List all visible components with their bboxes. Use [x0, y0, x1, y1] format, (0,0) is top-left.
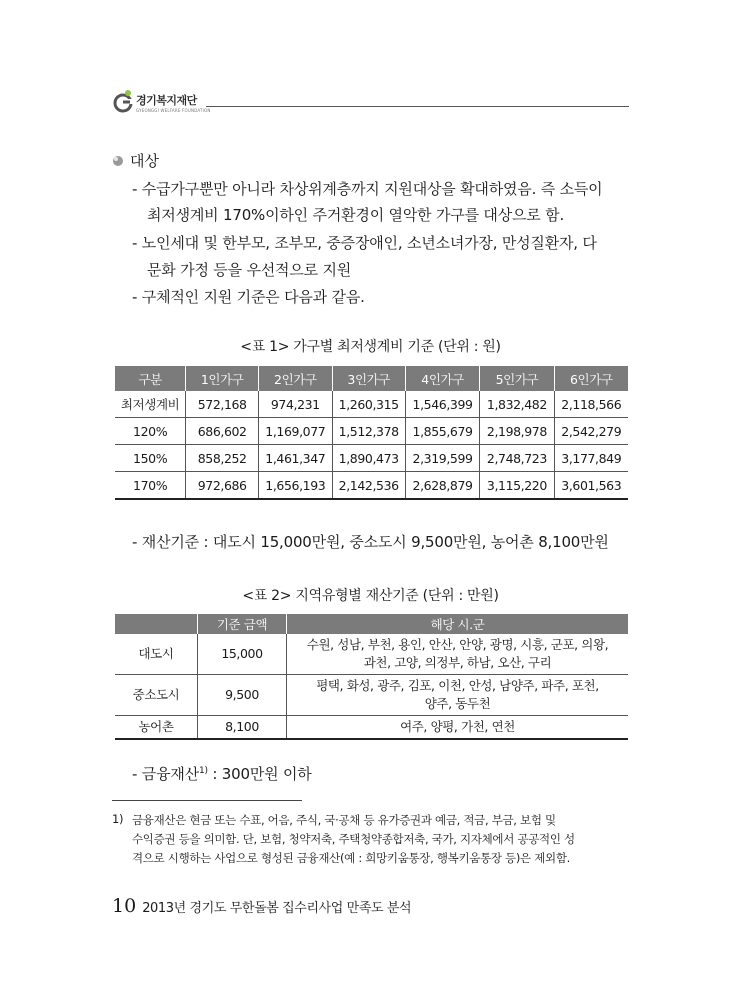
table-row [115, 418, 628, 445]
table2-header-cell: 기준 금액 [198, 614, 287, 634]
table2-header-cell [115, 614, 198, 634]
table-row [115, 634, 628, 675]
footnote-rule [112, 800, 302, 801]
table1-header-cell: 4인가구 [405, 366, 479, 391]
table1-header-cell: 1인가구 [186, 366, 259, 391]
table1-cell: 2,748,723 [480, 445, 554, 472]
table1-header-cell: 2인가구 [259, 366, 332, 391]
body-line-1: - 수급가구뿐만 아니라 차상위계층까지 지원대상을 확대하였음. 즉 소득이 [132, 180, 603, 198]
table2-type-cell: 중소도시 [115, 675, 198, 716]
table2 [115, 614, 628, 740]
table1-cell: 974,231 [259, 391, 332, 418]
body-line-5: - 구체적인 지원 기준은 다음과 같음. [132, 288, 365, 306]
table1-header-cell: 5인가구 [480, 366, 554, 391]
table1-cell: 3,177,849 [554, 445, 628, 472]
financial-assets-line [132, 763, 312, 784]
table2-regions-cell [287, 634, 629, 675]
body-line-4: 문화 가정 등을 우선적으로 지원 [147, 261, 352, 279]
table2-header-cell: 해당 시.군 [287, 614, 629, 634]
table1-cell: 1,656,193 [259, 472, 332, 500]
financial-assets-prefix: - 금융재산 [132, 765, 199, 783]
header-rule [206, 106, 629, 107]
table1-cell: 2,319,599 [405, 445, 479, 472]
table1-cell: 1,890,473 [332, 445, 405, 472]
table1 [115, 366, 628, 500]
table-row [115, 472, 628, 500]
table1-cell: 2,198,978 [480, 418, 554, 445]
table1-cell: 2,542,279 [554, 418, 628, 445]
page-number: 10 [112, 895, 137, 917]
table1-cell: 686,602 [186, 418, 259, 445]
table1-cell: 150% [115, 445, 186, 472]
brand-subtitle: GYEONGGI WELFARE FOUNDATION [136, 108, 211, 113]
foundation-logo-icon [112, 89, 134, 113]
table1-cell: 2,142,536 [332, 472, 405, 500]
footnote-marker: 1) [112, 812, 124, 826]
table-row [115, 445, 628, 472]
footnote-reference: 1) [198, 766, 208, 776]
table1-cell: 1,832,482 [480, 391, 554, 418]
table1-cell: 972,686 [186, 472, 259, 500]
table1-cell: 858,252 [186, 445, 259, 472]
footnote-line-2: 수익증권 등을 의미함. 단, 보험, 청약저축, 주택청약종합저축, 국가, 지자체에서 공공적인 성 [132, 832, 575, 846]
table1-header-cell: 6인가구 [554, 366, 628, 391]
footer-title: 2013년 경기도 무한돌봄 집수리사업 만족도 분석 [142, 901, 412, 916]
table-row [115, 391, 628, 418]
table1-cell: 1,855,679 [405, 418, 479, 445]
table1-cell: 120% [115, 418, 186, 445]
table1-cell: 170% [115, 472, 186, 500]
table1-header-row [115, 366, 628, 391]
region-line: 여주, 양평, 가천, 연천 [400, 719, 515, 734]
region-line: 평택, 화성, 광주, 김포, 이천, 안성, 남양주, 파주, 포천, [316, 678, 599, 693]
table1-cell: 3,601,563 [554, 472, 628, 500]
table1-cell: 2,118,566 [554, 391, 628, 418]
region-line: 과천, 고양, 의정부, 하남, 오산, 구리 [363, 655, 552, 670]
table2-regions-cell [287, 675, 629, 716]
region-line: 양주, 동두천 [424, 696, 491, 711]
table2-amount-cell: 9,500 [198, 675, 287, 716]
table1-header-cell: 3인가구 [332, 366, 405, 391]
property-criteria-line: - 재산기준 : 대도시 15,000만원, 중소도시 9,500만원, 농어촌 8,100만원 [132, 533, 609, 551]
section-heading [112, 150, 159, 171]
table-row [115, 675, 628, 716]
table1-cell: 1,260,315 [332, 391, 405, 418]
table1-caption: <표 1> 가구별 최저생계비 기준 (단위 : 원) [240, 339, 501, 355]
body-line-3: - 노인세대 및 한부모, 조부모, 중증장애인, 소년소녀가장, 만성질환자, 다 [132, 234, 597, 252]
table2-amount-cell: 15,000 [198, 634, 287, 675]
brand-name: 경기복지재단 [136, 94, 197, 107]
table1-cell: 572,168 [186, 391, 259, 418]
table2-regions-cell [287, 716, 629, 740]
table1-cell: 2,628,879 [405, 472, 479, 500]
table1-cell: 3,115,220 [480, 472, 554, 500]
body-line-2: 최저생계비 170%이하인 주거환경이 열악한 가구를 대상으로 함. [147, 206, 565, 224]
table2-type-cell: 대도시 [115, 634, 198, 675]
table1-cell: 최저생계비 [115, 391, 186, 418]
footnote-line-1: 금융재산은 현금 또는 수표, 어음, 주식, 국·공채 등 유가증권과 예금, 적금, 부금, 보험 및 [132, 813, 556, 827]
region-line: 수원, 성남, 부천, 용인, 안산, 안양, 광명, 시흥, 군포, 의왕, [306, 637, 609, 652]
table2-type-cell: 농어촌 [115, 716, 198, 740]
page-footer [112, 895, 411, 917]
section-bullet-icon [112, 155, 124, 167]
section-title-text: 대상 [130, 152, 159, 170]
financial-assets-suffix: : 300만원 이하 [207, 765, 312, 783]
table2-caption: <표 2> 지역유형별 재산기준 (단위 : 만원) [242, 588, 499, 604]
table2-amount-cell: 8,100 [198, 716, 287, 740]
table1-cell: 1,546,399 [405, 391, 479, 418]
table1-cell: 1,169,077 [259, 418, 332, 445]
table-row [115, 716, 628, 740]
table2-header-row [115, 614, 628, 634]
table1-header-cell: 구분 [115, 366, 186, 391]
table1-cell: 1,461,347 [259, 445, 332, 472]
table1-cell: 1,512,378 [332, 418, 405, 445]
footnote-line-3: 격으로 시행하는 사업으로 형성된 금융재산(예 : 희망키움통장, 행복키움통장 등)은 제외함. [132, 851, 570, 865]
